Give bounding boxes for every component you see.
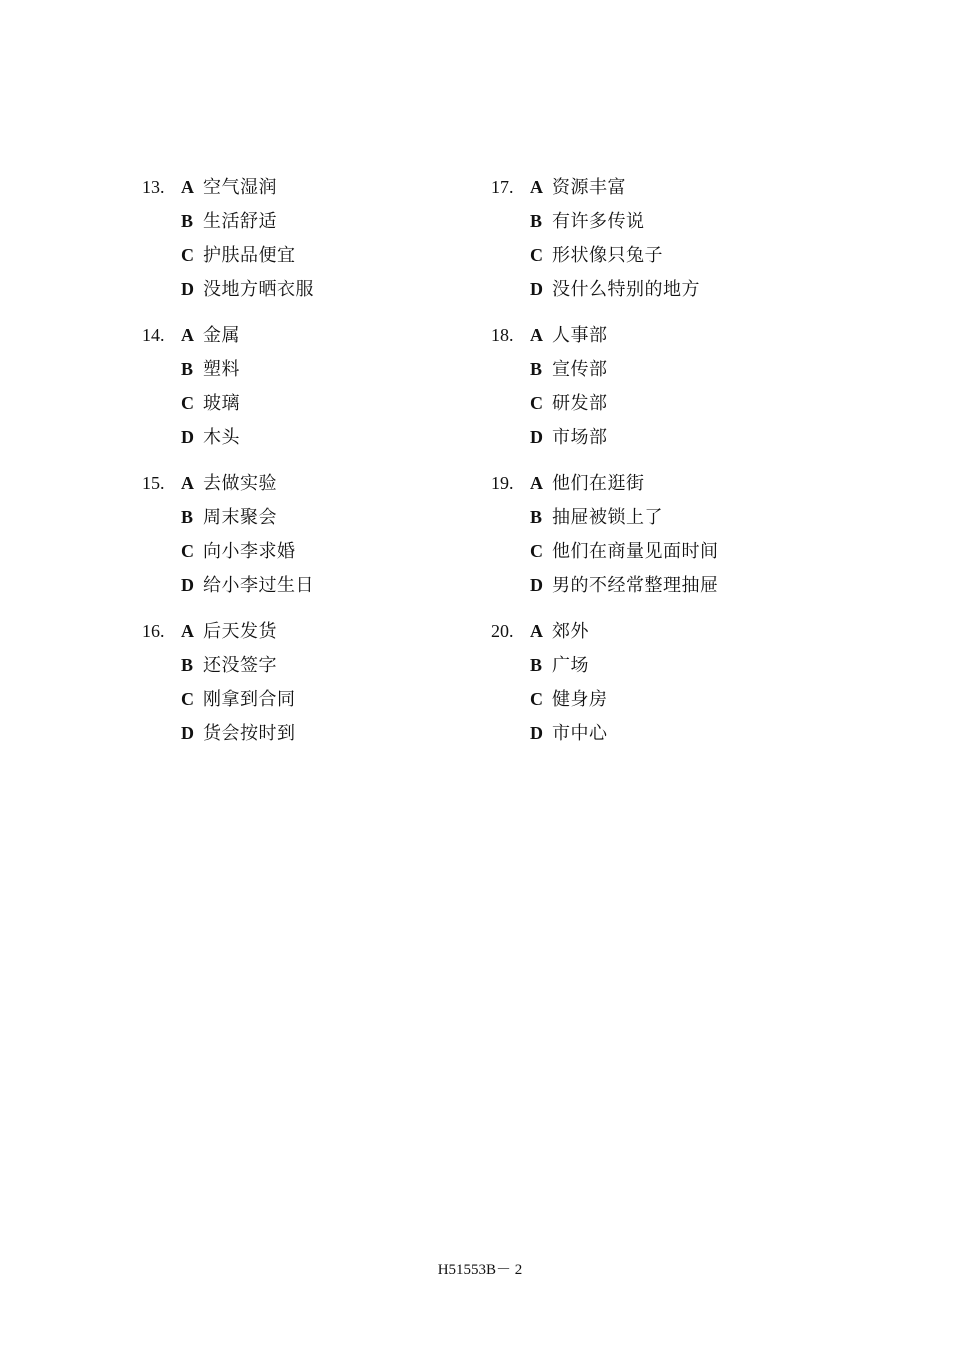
option-a bbox=[181, 318, 240, 352]
option-letter: D bbox=[530, 575, 543, 595]
option-text: 去做实验 bbox=[203, 473, 277, 494]
option-letter: C bbox=[181, 393, 194, 413]
option-text: 郊外 bbox=[552, 621, 589, 642]
option-text: 没地方晒衣服 bbox=[203, 279, 314, 300]
question-16 bbox=[142, 614, 502, 750]
option-text: 护肤品便宜 bbox=[203, 245, 296, 266]
option-text: 没什么特别的地方 bbox=[552, 279, 700, 300]
option-text: 人事部 bbox=[552, 325, 608, 346]
option-letter: D bbox=[181, 723, 194, 743]
option-d bbox=[181, 568, 314, 602]
option-letter: D bbox=[530, 723, 543, 743]
option-letter: D bbox=[530, 279, 543, 299]
option-b bbox=[530, 204, 700, 238]
option-a bbox=[181, 614, 296, 648]
option-c bbox=[181, 238, 314, 272]
question-number: 20. bbox=[491, 621, 514, 641]
option-text: 有许多传说 bbox=[552, 211, 645, 232]
option-letter: C bbox=[181, 245, 194, 265]
question-number: 15. bbox=[142, 473, 165, 493]
option-d bbox=[530, 272, 700, 306]
option-b bbox=[181, 500, 314, 534]
option-d bbox=[530, 568, 719, 602]
option-text: 货会按时到 bbox=[203, 723, 296, 744]
question-15 bbox=[142, 466, 502, 602]
option-text: 资源丰富 bbox=[552, 177, 626, 198]
option-letter: A bbox=[181, 473, 194, 493]
option-letter: B bbox=[530, 211, 543, 231]
option-a bbox=[181, 170, 314, 204]
option-letter: A bbox=[530, 621, 543, 641]
option-letter: A bbox=[181, 325, 194, 345]
option-list bbox=[181, 466, 314, 602]
option-text: 金属 bbox=[203, 325, 240, 346]
option-text: 木头 bbox=[203, 427, 240, 448]
option-letter: B bbox=[530, 359, 543, 379]
question-14 bbox=[142, 318, 502, 454]
option-b bbox=[181, 204, 314, 238]
option-b bbox=[530, 352, 608, 386]
option-list bbox=[181, 170, 314, 306]
option-text: 男的不经常整理抽屉 bbox=[552, 575, 719, 596]
option-list bbox=[530, 170, 700, 306]
option-a bbox=[530, 170, 700, 204]
question-17 bbox=[491, 170, 851, 306]
option-text: 空气湿润 bbox=[203, 177, 277, 198]
option-d bbox=[181, 716, 296, 750]
option-letter: B bbox=[530, 655, 543, 675]
option-letter: C bbox=[530, 245, 543, 265]
option-letter: A bbox=[181, 177, 194, 197]
option-list bbox=[530, 466, 719, 602]
option-text: 他们在逛街 bbox=[552, 473, 645, 494]
option-text: 宣传部 bbox=[552, 359, 608, 380]
option-text: 后天发货 bbox=[203, 621, 277, 642]
option-list bbox=[181, 614, 296, 750]
question-20 bbox=[491, 614, 851, 750]
option-letter: C bbox=[530, 689, 543, 709]
option-b bbox=[181, 648, 296, 682]
question-number: 14. bbox=[142, 325, 165, 345]
question-number: 13. bbox=[142, 177, 165, 197]
question-18 bbox=[491, 318, 851, 454]
option-text: 健身房 bbox=[552, 689, 608, 710]
option-letter: A bbox=[530, 177, 543, 197]
option-text: 市场部 bbox=[552, 427, 608, 448]
option-letter: B bbox=[181, 211, 194, 231]
option-a bbox=[530, 318, 608, 352]
option-text: 研发部 bbox=[552, 393, 608, 414]
option-text: 广场 bbox=[552, 655, 589, 676]
option-a bbox=[530, 466, 719, 500]
option-text: 周末聚会 bbox=[203, 507, 277, 528]
option-letter: C bbox=[530, 541, 543, 561]
option-d bbox=[181, 420, 240, 454]
option-a bbox=[530, 614, 608, 648]
option-letter: A bbox=[181, 621, 194, 641]
option-text: 塑料 bbox=[203, 359, 240, 380]
option-c bbox=[181, 682, 296, 716]
option-letter: C bbox=[181, 541, 194, 561]
option-c bbox=[181, 534, 314, 568]
option-text: 市中心 bbox=[552, 723, 608, 744]
option-c bbox=[181, 386, 240, 420]
option-text: 刚拿到合同 bbox=[203, 689, 296, 710]
question-13 bbox=[142, 170, 502, 306]
left-column bbox=[142, 170, 502, 762]
option-letter: D bbox=[181, 427, 194, 447]
option-d bbox=[181, 272, 314, 306]
option-letter: D bbox=[181, 575, 194, 595]
option-text: 给小李过生日 bbox=[203, 575, 314, 596]
option-c bbox=[530, 534, 719, 568]
option-letter: A bbox=[530, 325, 543, 345]
option-letter: C bbox=[181, 689, 194, 709]
option-text: 生活舒适 bbox=[203, 211, 277, 232]
question-number: 18. bbox=[491, 325, 514, 345]
option-list bbox=[181, 318, 240, 454]
option-c bbox=[530, 238, 700, 272]
option-letter: A bbox=[530, 473, 543, 493]
option-b bbox=[181, 352, 240, 386]
option-letter: B bbox=[530, 507, 543, 527]
page-footer: H51553B－ 2 bbox=[437, 1262, 523, 1278]
right-column bbox=[491, 170, 851, 762]
option-letter: B bbox=[181, 359, 194, 379]
option-text: 抽屉被锁上了 bbox=[552, 507, 663, 528]
option-letter: B bbox=[181, 655, 194, 675]
option-d bbox=[530, 420, 608, 454]
option-b bbox=[530, 648, 608, 682]
option-text: 他们在商量见面时间 bbox=[552, 541, 719, 562]
option-text: 还没签字 bbox=[203, 655, 277, 676]
option-text: 形状像只兔子 bbox=[552, 245, 663, 266]
option-letter: D bbox=[530, 427, 543, 447]
option-list bbox=[530, 318, 608, 454]
question-number: 19. bbox=[491, 473, 514, 493]
option-c bbox=[530, 386, 608, 420]
option-d bbox=[530, 716, 608, 750]
question-19 bbox=[491, 466, 851, 602]
option-text: 向小李求婚 bbox=[203, 541, 296, 562]
option-list bbox=[530, 614, 608, 750]
option-a bbox=[181, 466, 314, 500]
question-number: 16. bbox=[142, 621, 165, 641]
option-letter: C bbox=[530, 393, 543, 413]
option-letter: D bbox=[181, 279, 194, 299]
option-c bbox=[530, 682, 608, 716]
option-text: 玻璃 bbox=[203, 393, 240, 414]
option-b bbox=[530, 500, 719, 534]
option-letter: B bbox=[181, 507, 194, 527]
question-number: 17. bbox=[491, 177, 514, 197]
